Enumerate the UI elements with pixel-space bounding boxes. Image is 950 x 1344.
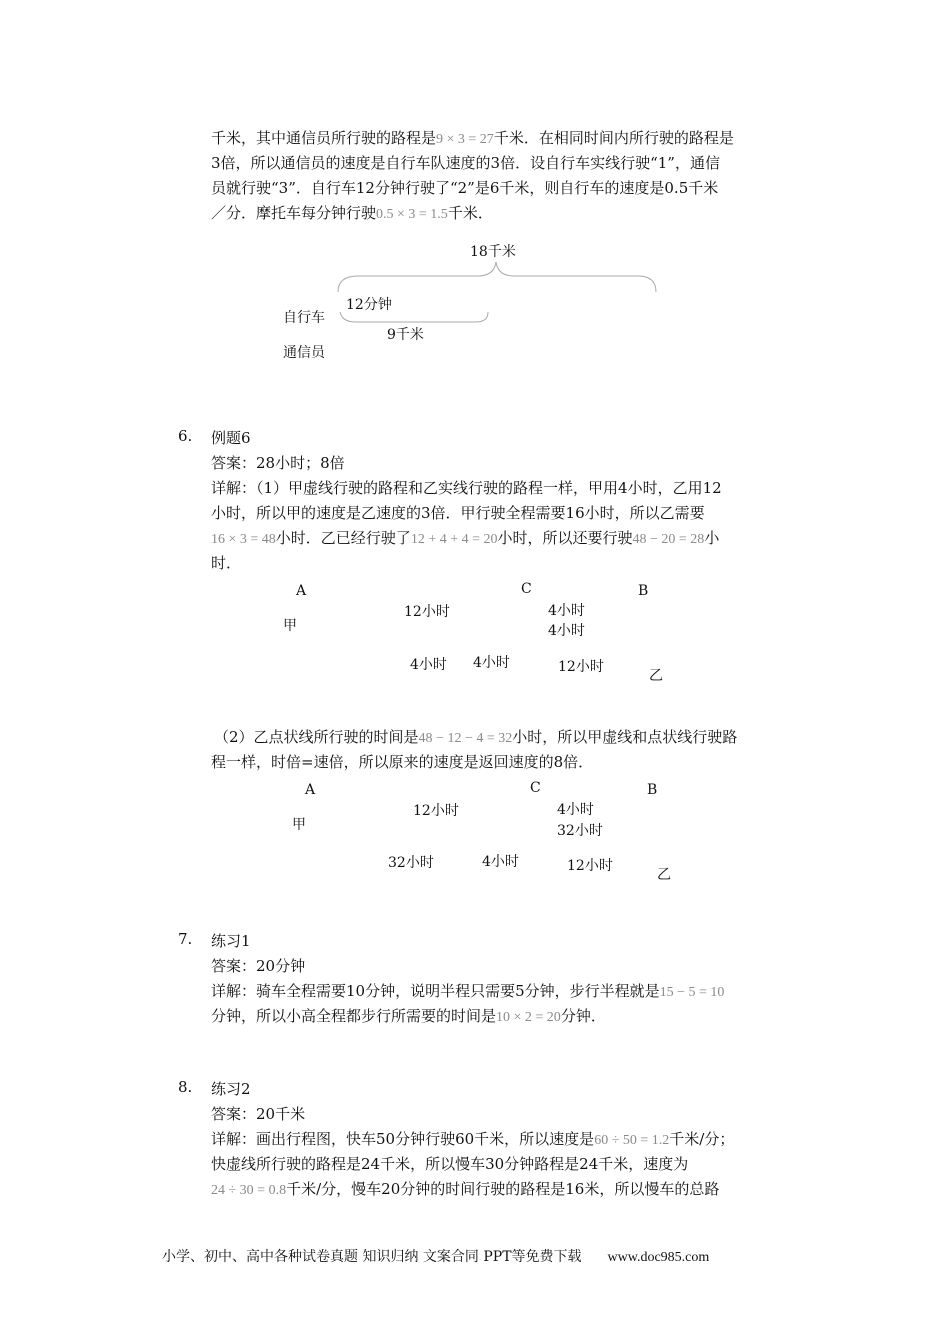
detail-line: 24 ÷ 30 = 0.8千米/分，慢车20分钟的时间行驶的路程是16米，所以慢车的总路: [211, 1180, 720, 1198]
intro-line-4: ／分．摩托车每分钟行驶0.5 × 3 = 1.5千米．: [211, 204, 493, 222]
time-label: 4小时: [410, 657, 447, 673]
time-label: 12小时: [413, 803, 459, 819]
time-label: 4小时: [557, 802, 594, 818]
formula: 0.5 × 3 = 1.5: [376, 207, 448, 222]
point-c-label: C: [521, 581, 532, 597]
diagram-1-dist-label: 9千米: [387, 327, 424, 343]
formula: 48 − 12 − 4 = 32: [418, 731, 513, 746]
diagram-1-total-label: 18千米: [470, 244, 516, 260]
diagram-1-time-label: 12分钟: [346, 297, 392, 313]
time-label: 12小时: [567, 858, 613, 874]
time-label: 32小时: [388, 855, 434, 871]
item-number: 7.: [178, 930, 193, 948]
item-title: 练习1: [211, 932, 251, 950]
detail-line: 程一样，时倍=速倍，所以原来的速度是返回速度的8倍．: [211, 753, 594, 771]
formula: 16 × 3 = 48: [211, 532, 276, 547]
diagram-1-bike-label: 自行车: [283, 310, 325, 326]
page-footer: [162, 1246, 709, 1266]
yi-label: 乙: [649, 668, 663, 684]
detail-line: 时．: [211, 554, 242, 572]
intro-line-1: 千米，其中通信员所行驶的路程是9 × 3 = 27千米．在相同时间内所行驶的路程是: [211, 129, 734, 147]
time-label: 12小时: [558, 659, 604, 675]
detail-line: 详解：骑车全程需要10分钟，说明半程只需要5分钟，步行半程就是15 − 5 = 10: [211, 982, 725, 1000]
detail-line: 16 × 3 = 48小时．乙已经行驶了12 + 4 + 4 = 20小时，所以还要行驶48 − 20 = 28小: [211, 529, 720, 547]
point-a-label: A: [305, 782, 316, 798]
detail-line: （2）乙点状线所行驶的时间是48 − 12 − 4 = 32小时，所以甲虚线和点状线行驶路: [214, 728, 738, 746]
time-label: 4小时: [482, 854, 519, 870]
formula: 48 − 20 = 28: [632, 532, 705, 547]
time-label: 4小时: [548, 623, 585, 639]
formula: 60 ÷ 50 = 1.2: [594, 1133, 670, 1148]
jia-label: 甲: [283, 618, 297, 634]
answer: 答案：28小时；8倍: [211, 454, 345, 472]
formula: 10 × 2 = 20: [496, 1010, 561, 1025]
formula: 24 ÷ 30 = 0.8: [211, 1183, 287, 1198]
item-title: 练习2: [211, 1080, 251, 1098]
time-label: 4小时: [473, 655, 510, 671]
intro-line-3: 员就行驶“3”．自行车12分钟行驶了“2”是6千米，则自行车的速度是0.5千米: [211, 179, 719, 197]
formula: 12 + 4 + 4 = 20: [410, 532, 498, 547]
detail-line: 详解：画出行程图，快车50分钟行驶60千米，所以速度是60 ÷ 50 = 1.2千米/分；: [211, 1130, 735, 1148]
detail-line: 分钟，所以小高全程都步行所需要的时间是10 × 2 = 20分钟．: [211, 1007, 606, 1025]
formula: 9 × 3 = 27: [436, 132, 494, 147]
footer-text: 小学、初中、高中各种试卷真题 知识归纳 文案合同 PPT等免费下载: [162, 1249, 582, 1265]
detail-line: 详解：（1）甲虚线行驶的路程和乙实线行驶的路程一样，甲用4小时，乙用12: [211, 479, 722, 497]
detail-line: 快虚线所行驶的路程是24千米，所以慢车30分钟路程是24千米，速度为: [211, 1155, 689, 1173]
point-b-label: B: [647, 782, 658, 798]
point-c-label: C: [530, 780, 541, 796]
diagram-1-messenger-label: 通信员: [283, 345, 325, 361]
footer-url[interactable]: www.doc985.com: [607, 1250, 710, 1265]
time-label: 32小时: [557, 823, 603, 839]
point-b-label: B: [638, 583, 649, 599]
detail-line: 小时，所以甲的速度是乙速度的3倍．甲行驶全程需要16小时，所以乙需要: [211, 504, 705, 522]
point-a-label: A: [296, 583, 307, 599]
formula: 15 − 5 = 10: [659, 985, 725, 1000]
yi-label: 乙: [657, 867, 671, 883]
time-label: 4小时: [548, 603, 585, 619]
answer: 答案：20千米: [211, 1105, 306, 1123]
time-label: 12小时: [404, 604, 450, 620]
jia-label: 甲: [292, 817, 306, 833]
item-title: 例题6: [211, 429, 251, 447]
item-number: 8.: [178, 1078, 193, 1096]
item-number: 6.: [178, 427, 193, 445]
answer: 答案：20分钟: [211, 957, 306, 975]
intro-line-2: 3倍，所以通信员的速度是自行车队速度的3倍．设自行车实线行驶“1”，通信: [211, 154, 720, 172]
